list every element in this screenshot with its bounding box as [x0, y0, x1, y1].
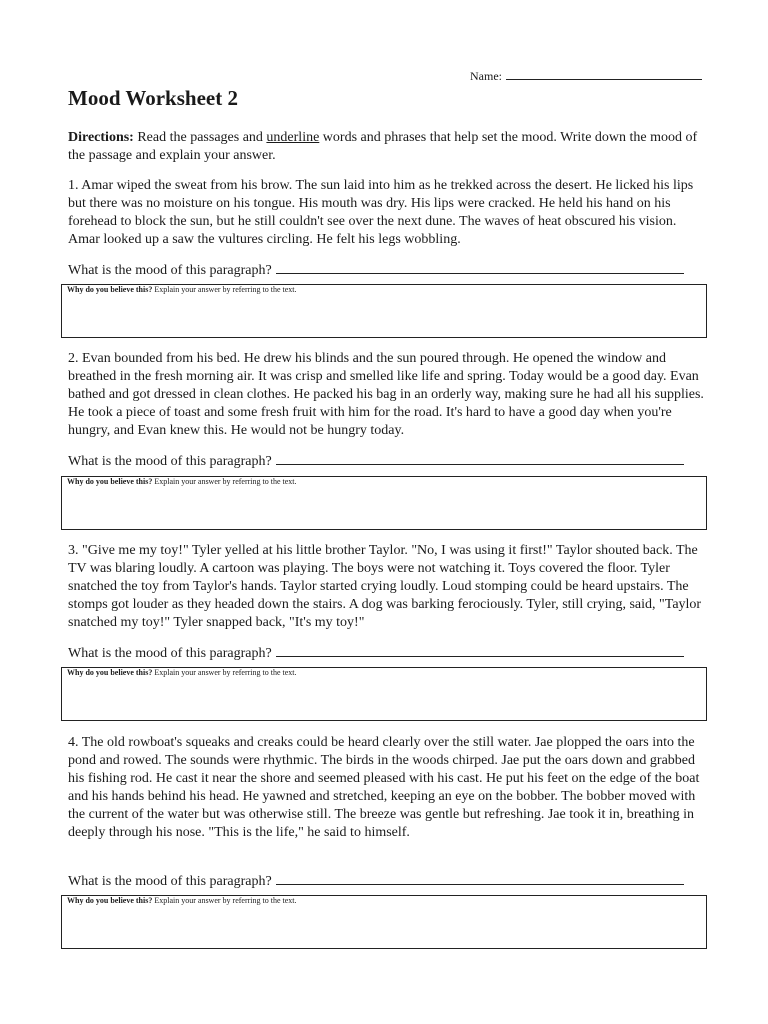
- name-blank-line[interactable]: [506, 69, 702, 80]
- directions-label: Directions:: [68, 130, 134, 145]
- mood-answer-line-1[interactable]: [276, 261, 684, 274]
- explain-box-1[interactable]: [61, 284, 707, 338]
- name-label: Name:: [470, 69, 502, 83]
- passage-4: 4. The old rowboat's squeaks and creaks could be heard clearly over the still water. Jae plopped the oars into the pond and rowed. The sounds were rhythmic. The birds in the woods chirped. Jae put the oars down and grabbed his fishing rod. He cast it near the shore and seemed pleased with his cast. He put his feet on the edge of the boat and his hands behind his head. He yawned and stretched, keeping an eye on the bobber. The bobber moved with the current of the water but was otherwise still. The breeze was gentle but refreshing. Jae took it in, breathing in deeply through his nose. "This is the life," he said to himself.: [68, 735, 700, 840]
- explain-prompt-bold-3: Why do you believe this?: [67, 668, 153, 677]
- explain-prompt-rest-1: Explain your answer by referring to the text.: [152, 285, 297, 294]
- passage-3: 3. "Give me my toy!" Tyler yelled at his little brother Taylor. "No, I was using it first!" Taylor shouted back. The TV was blaring loudly. A cartoon was playing. The boys were not watching it. Toys covered the floor. Tyler snatched the toy from Taylor's hands. Taylor started crying loudly. Loud stomping could be heard upstairs. The stomps got louder as they headed down the stairs. A dog was barking ferociously. Tyler, still crying, said, "Taylor snatched my toy!" Tyler snapped back, "It's my toy!": [68, 543, 702, 630]
- explain-prompt-rest-3: Explain your answer by referring to the text.: [152, 668, 297, 677]
- explain-box-4[interactable]: [61, 895, 707, 949]
- mood-question-1: [68, 261, 684, 279]
- passage-1: 1. Amar wiped the sweat from his brow. The sun laid into him as he trekked across the desert. He licked his lips but there was no moisture on his tongue. His mouth was dry. His lips were cracked. He held his hand on his forehead to block the sun, but he still couldn't see over the next dune. The waves of heat obscured his vision. Amar looked up a saw the vultures circling. He felt his legs wobbling.: [68, 178, 694, 247]
- explain-prompt-rest-2: Explain your answer by referring to the text.: [152, 477, 297, 486]
- explain-prompt-2: [67, 477, 297, 486]
- directions-underline-word: underline: [266, 130, 320, 145]
- mood-question-2-text: What is the mood of this paragraph?: [68, 454, 272, 469]
- explain-prompt-bold-1: Why do you believe this?: [67, 285, 153, 294]
- explain-box-3[interactable]: [61, 667, 707, 721]
- explain-prompt-4: [67, 896, 297, 905]
- name-field[interactable]: [470, 69, 702, 84]
- mood-question-4: [68, 872, 684, 890]
- explain-prompt-3: [67, 668, 297, 677]
- directions-text-before: Read the passages and: [133, 130, 267, 145]
- explain-box-2[interactable]: [61, 476, 707, 530]
- explain-prompt-bold-2: Why do you believe this?: [67, 477, 153, 486]
- mood-question-1-text: What is the mood of this paragraph?: [68, 263, 272, 278]
- page-title: Mood Worksheet 2: [68, 86, 238, 110]
- directions: [68, 129, 704, 165]
- explain-prompt-bold-4: Why do you believe this?: [67, 896, 153, 905]
- mood-question-4-text: What is the mood of this paragraph?: [68, 874, 272, 889]
- mood-question-3-text: What is the mood of this paragraph?: [68, 646, 272, 661]
- mood-question-2: [68, 452, 684, 470]
- explain-prompt-rest-4: Explain your answer by referring to the text.: [152, 896, 297, 905]
- mood-answer-line-2[interactable]: [276, 452, 684, 465]
- mood-question-3: [68, 644, 684, 662]
- mood-answer-line-3[interactable]: [276, 644, 684, 657]
- mood-answer-line-4[interactable]: [276, 872, 684, 885]
- explain-prompt-1: [67, 285, 297, 294]
- directions-text-after: words and phrases that help set the mood. Write down the mood of the passage and explain your answer.: [68, 130, 698, 163]
- passage-2: 2. Evan bounded from his bed. He drew his blinds and the sun poured through. He opened the window and breathed in the fresh morning air. It was crisp and smelled like life and spring. Today would be a good day. Evan bathed and got dressed in clean clothes. He packed his bag in an orderly way, making sure he had all his supplies. He took a piece of toast and some fresh fruit with him for the road. It's hard to have a good day when you're hungry, and Evan knew this. He would not be hungry today.: [68, 351, 704, 438]
